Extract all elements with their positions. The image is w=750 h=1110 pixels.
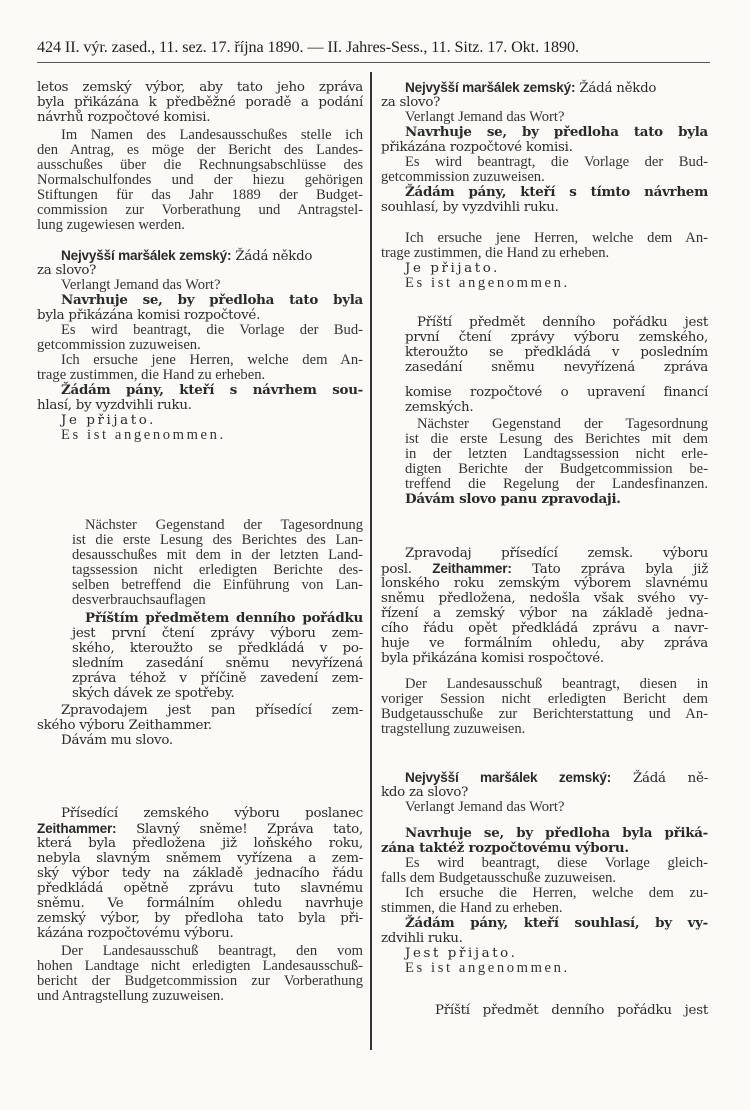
text-line xyxy=(37,95,363,110)
line-text: první čtení zprávy výboru zemského, xyxy=(405,330,708,345)
line-text: huje ve formálním ohledu, aby zpráva xyxy=(381,636,708,651)
text-line xyxy=(37,398,363,413)
line-text: zemský výbor, by předloha tato byla při- xyxy=(37,911,363,926)
line-text: Es ist angenommen. xyxy=(405,960,570,976)
text-line xyxy=(37,173,363,188)
line-text: zpráva téhož v příčině zavedení zem- xyxy=(72,671,363,686)
line-text: treffend die Regelung der Landesfinanzen. xyxy=(405,476,708,492)
text-line xyxy=(37,974,363,989)
text-line xyxy=(405,856,708,871)
line-text: Nächster Gegenstand der Tagesordnung xyxy=(417,416,708,432)
line-text: byla přikázána k předběžné poradě a podání xyxy=(37,95,363,110)
line-text: Es wird beantragt, die Vorlage der Bud- xyxy=(405,154,708,170)
text-line xyxy=(405,447,708,462)
text-line xyxy=(61,733,363,748)
line-text: zemských. xyxy=(405,400,474,415)
line-text: kázána rozpočtovému výboru. xyxy=(37,926,234,941)
line-text: sledním zasedání sněmu nevyřízená xyxy=(72,656,363,671)
text-line xyxy=(61,428,363,443)
text-line xyxy=(72,578,363,593)
line-text: voriger Session nicht erledigten Bericht dem xyxy=(381,691,708,707)
line-text: digten Berichte der Budgetcommission be- xyxy=(405,461,708,477)
text-line xyxy=(405,961,708,976)
text-line xyxy=(405,360,708,375)
line-text: Přísedící zemského výboru poslanec xyxy=(61,806,363,821)
text-line xyxy=(405,80,708,96)
line-text: Žádám pány, kteří s návrhem sou- xyxy=(61,382,363,398)
line-text: Žádá někdo xyxy=(575,81,657,96)
line-text: Tato zpráva byla již xyxy=(511,562,709,577)
line-text: Es wird beantragt, diese Vorlage gleich- xyxy=(405,855,708,871)
line-text: desverbrauchsauflagen xyxy=(72,592,206,608)
text-line xyxy=(37,926,363,941)
text-line xyxy=(37,80,363,95)
line-text: falls dem Budgetausschuße zuzuweisen. xyxy=(381,870,617,886)
line-text: den Antrag, es möge der Bericht des Landes- xyxy=(37,142,363,158)
text-line xyxy=(381,841,708,856)
text-line xyxy=(405,276,708,291)
text-line xyxy=(381,621,708,636)
line-text: cího řádu opět předkládá zprávu a navr- xyxy=(381,621,708,636)
text-line xyxy=(61,413,363,428)
line-text: Žádám pány, kteří souhlasí, by vy- xyxy=(405,915,708,931)
text-line xyxy=(381,871,708,886)
text-line xyxy=(381,561,708,577)
text-line xyxy=(72,563,363,578)
text-line xyxy=(381,692,708,707)
line-text: bericht der Budgetcommission zur Vorberathung xyxy=(37,973,363,989)
line-text: Příští předmět denního pořádku jest xyxy=(435,1003,708,1018)
text-line xyxy=(61,806,363,821)
speaker-name: Nejvyšší maršálek zemský: xyxy=(61,248,232,263)
text-line xyxy=(405,385,708,400)
text-line xyxy=(37,110,363,125)
line-text: ist die erste Lesung des Berichtes des Lan- xyxy=(72,532,363,548)
text-line xyxy=(61,703,363,718)
line-text: Der Landesausschuß beantragt, diesen in xyxy=(405,676,708,692)
line-text: Navrhuje se, by předloha tato byla xyxy=(405,124,708,140)
text-line xyxy=(381,591,708,606)
line-text: Verlangt Jemand das Wort? xyxy=(405,799,565,815)
line-text: Verlangt Jemand das Wort? xyxy=(405,109,565,125)
text-line xyxy=(381,785,708,800)
text-line xyxy=(85,518,363,533)
line-text: letos zemský výbor, aby tato jeho zpráva xyxy=(37,80,363,95)
line-text: ausschußes über die Rechnungsabschlüsse des xyxy=(37,157,363,173)
text-line xyxy=(405,677,708,692)
speaker-name: Nejvyšší maršálek zemský: xyxy=(405,80,576,95)
line-text: Es wird beantragt, die Vorlage der Bud- xyxy=(61,322,363,338)
header-rule xyxy=(37,62,710,63)
line-text: návrhů rozpočtové komisi. xyxy=(37,110,211,125)
text-line xyxy=(405,916,708,931)
line-text: nebyla slavným sněmem vyřízena a zem- xyxy=(37,851,363,866)
line-text: ský výbor tedy na základě jednacího řádu xyxy=(37,866,363,881)
line-text: souhlasí, by vyzdvihli ruku. xyxy=(381,200,559,215)
line-text: zána taktéž rozpočtovému výboru. xyxy=(381,840,629,856)
line-text: desausschußes mit dem in der letzten Land- xyxy=(72,547,363,563)
text-line xyxy=(72,548,363,563)
text-line xyxy=(381,931,708,946)
line-text: selben betreffend die Einführung von Lan- xyxy=(72,577,363,593)
speaker-name: Zeithammer: xyxy=(432,561,512,576)
text-line xyxy=(61,248,363,264)
line-text: getcommission zuzuweisen. xyxy=(381,169,545,185)
line-text: Verlangt Jemand das Wort? xyxy=(61,277,221,293)
line-text: commission zur Vorberathung und Antragstel- xyxy=(37,202,363,218)
text-line xyxy=(405,432,708,447)
text-line xyxy=(381,140,708,155)
text-line xyxy=(72,641,363,656)
line-text: ist die erste Lesung des Berichtes mit dem xyxy=(405,431,708,447)
line-text: zasedání sněmu nevyřízená zpráva xyxy=(405,360,708,375)
line-text: za slovo? xyxy=(37,263,97,278)
text-line xyxy=(405,886,708,901)
line-text: Jest přijato. xyxy=(405,946,518,961)
line-text: Příští předmět denního pořádku jest xyxy=(417,315,708,330)
text-line xyxy=(381,651,708,666)
column-divider xyxy=(370,72,372,1050)
text-line xyxy=(37,821,363,837)
line-text: hohen Landtage nicht erledigten Landesausschuß- xyxy=(37,958,363,974)
line-text: ského, kteroužto se předkládá v po- xyxy=(72,641,363,656)
text-line xyxy=(61,323,363,338)
line-text: řízení a zemský výbor na základě jedna- xyxy=(381,606,708,621)
text-line xyxy=(37,143,363,158)
running-header: 424 II. výr. zased., 11. sez. 17. října 1890. — II. Jahres-Sess., 11. Sitz. 17. Okt. 1890. xyxy=(37,38,579,56)
line-text: Zpravodaj přísedící zemsk. výboru xyxy=(405,546,708,561)
line-text: Je přijato. xyxy=(405,261,501,276)
line-text: getcommission zuzuweisen. xyxy=(37,337,201,353)
line-text: Slavný sněme! Zpráva tato, xyxy=(116,822,363,837)
line-text: Der Landesausschuß beantragt, den vom xyxy=(61,943,363,959)
line-text: Normalschulfondes und der hiezu gehörigen xyxy=(37,172,363,188)
text-line xyxy=(381,200,708,215)
line-text: Navrhuje se, by předloha byla přiká- xyxy=(405,825,708,841)
line-text: Je přijato. xyxy=(61,413,157,428)
line-prefix: posl. xyxy=(381,562,433,577)
line-text: Žádá někdo xyxy=(231,249,313,264)
text-line xyxy=(405,946,708,961)
line-text: Budgetausschuße zur Berichterstattung und An- xyxy=(381,706,708,722)
text-line xyxy=(37,959,363,974)
line-text: Navrhuje se, by předloha tato byla xyxy=(61,292,363,308)
text-line xyxy=(61,944,363,959)
line-text: Žádám pány, kteří s tímto návrhem xyxy=(405,184,708,200)
text-line xyxy=(72,593,363,608)
text-line xyxy=(37,718,363,733)
line-text: byla přikázána komisi rozpočtové. xyxy=(37,308,261,323)
line-text: Zpravodajem jest pan přísedící zem- xyxy=(61,703,363,718)
text-line xyxy=(37,989,363,1004)
text-line xyxy=(61,128,363,143)
line-text: kteroužto se předkládá v posledním xyxy=(405,345,708,360)
text-line xyxy=(37,308,363,323)
line-text: Ich ersuche jene Herren, welche dem An- xyxy=(405,230,708,246)
text-line xyxy=(405,770,708,786)
text-line xyxy=(61,278,363,293)
speaker-name: Zeithammer: xyxy=(37,821,117,836)
text-line xyxy=(405,345,708,360)
line-text: zdvihli ruku. xyxy=(381,931,463,946)
text-line xyxy=(405,826,708,841)
text-line xyxy=(405,462,708,477)
text-line xyxy=(405,261,708,276)
text-line xyxy=(381,95,708,110)
line-text: Es ist angenommen. xyxy=(61,427,226,443)
line-text: Es ist angenommen. xyxy=(405,275,570,291)
text-line xyxy=(61,383,363,398)
text-line xyxy=(417,417,708,432)
text-line xyxy=(405,330,708,345)
line-text: hlasí, by vyzdvihli ruku. xyxy=(37,398,192,413)
line-text: Žádá ně- xyxy=(611,771,708,786)
line-text: tragstellung zuzuweisen. xyxy=(381,721,526,737)
text-line xyxy=(37,203,363,218)
text-line xyxy=(405,400,708,415)
line-text: Stiftungen für das Jahr 1889 der Budget- xyxy=(37,187,363,203)
text-line xyxy=(381,707,708,722)
text-line xyxy=(37,881,363,896)
text-line xyxy=(72,686,363,701)
text-line xyxy=(405,231,708,246)
text-line xyxy=(405,800,708,815)
line-text: byla přikázána komisi rospočtové. xyxy=(381,651,604,666)
text-line xyxy=(405,477,708,492)
line-text: Ich ersuche die Herren, welche dem zu- xyxy=(405,885,708,901)
line-text: Dávám mu slovo. xyxy=(61,733,173,748)
text-line xyxy=(417,315,708,330)
line-text: Nächster Gegenstand der Tagesordnung xyxy=(85,517,363,533)
text-line xyxy=(435,1003,708,1018)
line-text: přikázána rozpočtové komisi. xyxy=(381,140,573,155)
line-text: sněmu předložena, nedošla však svého vy- xyxy=(381,591,708,606)
text-line xyxy=(37,368,363,383)
text-line xyxy=(85,611,363,626)
text-line xyxy=(61,353,363,368)
line-text: in der letzten Landtagssession nicht erle- xyxy=(405,446,708,462)
line-text: Im Namen des Landesausschußes stelle ich xyxy=(61,127,363,143)
line-text: která byla předložena již loňského roku, xyxy=(37,836,363,851)
line-text: ského výboru Zeithammer. xyxy=(37,718,212,733)
line-text: za slovo? xyxy=(381,95,441,110)
line-text: und Antragstellung zuzuweisen. xyxy=(37,988,224,1004)
text-line xyxy=(405,155,708,170)
text-line xyxy=(381,901,708,916)
text-line xyxy=(72,533,363,548)
text-line xyxy=(37,158,363,173)
speaker-name: Nejvyšší maršálek zemský: xyxy=(405,770,612,785)
line-text: lonského roku zemským výborem slavnému xyxy=(381,576,708,591)
text-line xyxy=(405,125,708,140)
line-text: tagssession nicht erledigten Berichte des- xyxy=(72,562,363,578)
text-line xyxy=(405,185,708,200)
text-line xyxy=(37,896,363,911)
line-text: jest první čtení zprávy výboru zem- xyxy=(72,626,363,641)
text-line xyxy=(37,836,363,851)
line-text: Dávám slovo panu zpravodaji. xyxy=(405,491,621,507)
text-line xyxy=(37,218,363,233)
text-line xyxy=(37,263,363,278)
line-text: Příštím předmětem denního pořádku xyxy=(85,610,363,626)
text-line xyxy=(381,576,708,591)
text-line xyxy=(37,188,363,203)
line-text: komise rozpočtové o upravení financí xyxy=(405,385,708,400)
text-line xyxy=(381,246,708,261)
text-line xyxy=(61,293,363,308)
line-text: trage zustimmen, die Hand zu erheben. xyxy=(381,245,610,261)
text-line xyxy=(405,110,708,125)
text-line xyxy=(37,911,363,926)
line-text: ských dávek ze spotřeby. xyxy=(72,686,235,701)
text-line xyxy=(381,722,708,737)
line-text: sněmu. Ve formálním ohledu navrhuje xyxy=(37,896,363,911)
text-line xyxy=(381,170,708,185)
text-line xyxy=(37,338,363,353)
text-line xyxy=(381,636,708,651)
line-text: předkládá opětně zprávu tuto slavnému xyxy=(37,881,363,896)
text-line xyxy=(72,671,363,686)
text-line xyxy=(37,851,363,866)
line-text: Ich ersuche jene Herren, welche dem An- xyxy=(61,352,363,368)
line-text: kdo za slovo? xyxy=(381,785,469,800)
line-text: lung zugewiesen werden. xyxy=(37,217,185,233)
text-line xyxy=(72,626,363,641)
text-line xyxy=(72,656,363,671)
line-text: stimmen, die Hand zu erheben. xyxy=(381,900,563,916)
text-line xyxy=(405,492,708,507)
line-text: trage zustimmen, die Hand zu erheben. xyxy=(37,367,266,383)
text-line xyxy=(37,866,363,881)
text-line xyxy=(405,546,708,561)
text-line xyxy=(381,606,708,621)
